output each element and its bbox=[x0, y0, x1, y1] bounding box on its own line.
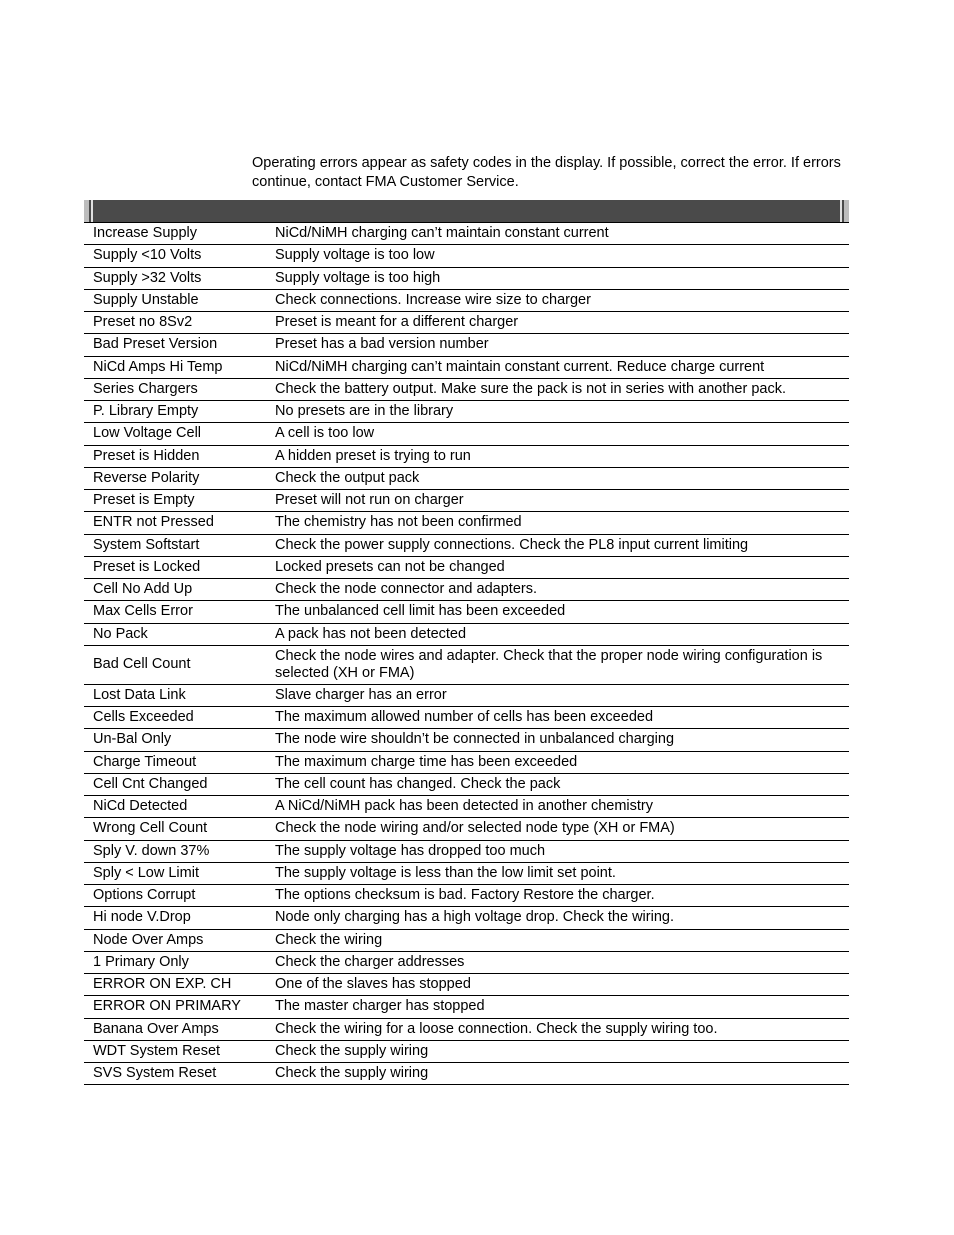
error-description-cell: The maximum allowed number of cells has been exceeded bbox=[275, 709, 654, 726]
intro-paragraph: Operating errors appear as safety codes in the display. If possible, correct the error. If errors continue, contact FMA Customer Service. bbox=[252, 155, 841, 190]
table-row bbox=[84, 490, 849, 512]
error-description-cell: NiCd/NiMH charging can’t maintain constant current bbox=[275, 225, 609, 242]
table-row bbox=[84, 885, 849, 907]
table-row bbox=[84, 818, 849, 840]
table-row bbox=[84, 1063, 849, 1085]
error-description-cell: Supply voltage is too high bbox=[275, 269, 441, 286]
error-description-cell: A cell is too low bbox=[275, 425, 375, 442]
error-description-cell: Check the node wires and adapter. Check that the proper node wiring configuration is selected (XH or FMA) bbox=[275, 647, 823, 681]
table-row bbox=[84, 841, 849, 863]
error-code-cell: Bad Preset Version bbox=[93, 336, 218, 353]
error-code-cell: ERROR ON PRIMARY bbox=[93, 998, 241, 1015]
table-row bbox=[84, 1041, 849, 1063]
error-code-cell: Preset is Locked bbox=[93, 558, 201, 575]
table-row bbox=[84, 379, 849, 401]
error-code-cell: Increase Supply bbox=[93, 225, 197, 242]
error-code-cell: Bad Cell Count bbox=[93, 656, 191, 673]
table-row bbox=[84, 268, 849, 290]
error-code-cell: Max Cells Error bbox=[93, 603, 193, 620]
error-description-cell: The master charger has stopped bbox=[275, 998, 485, 1015]
error-code-cell: P. Library Empty bbox=[93, 403, 199, 420]
table-row bbox=[84, 996, 849, 1018]
error-code-cell: Supply Unstable bbox=[93, 291, 199, 308]
error-code-cell: NiCd Amps Hi Temp bbox=[93, 358, 223, 375]
error-code-cell: Cells Exceeded bbox=[93, 709, 194, 726]
error-code-cell: NiCd Detected bbox=[93, 798, 188, 815]
table-row bbox=[84, 752, 849, 774]
table-row bbox=[84, 290, 849, 312]
error-description-cell: Slave charger has an error bbox=[275, 686, 447, 703]
table-row bbox=[84, 863, 849, 885]
table-row bbox=[84, 357, 849, 379]
error-description-cell: Check the output pack bbox=[275, 469, 420, 486]
error-code-cell: SVS System Reset bbox=[93, 1065, 217, 1082]
error-description-cell: The supply voltage has dropped too much bbox=[275, 842, 546, 859]
error-code-cell: WDT System Reset bbox=[93, 1042, 221, 1059]
table-row bbox=[84, 601, 849, 623]
error-code-cell: Banana Over Amps bbox=[93, 1020, 219, 1037]
error-description-cell: Preset is meant for a different charger bbox=[275, 314, 519, 331]
error-description-cell: Supply voltage is too low bbox=[275, 247, 435, 264]
table-row bbox=[84, 579, 849, 601]
error-description-cell: Check the supply wiring bbox=[275, 1042, 429, 1059]
table-row bbox=[84, 646, 849, 685]
error-description-cell: No presets are in the library bbox=[275, 403, 454, 420]
error-description-cell: Check the battery output. Make sure the pack is not in series with another pack. bbox=[275, 380, 786, 397]
table-row bbox=[84, 952, 849, 974]
table-row bbox=[84, 1019, 849, 1041]
error-description-cell: The maximum charge time has been exceeded bbox=[275, 753, 578, 770]
error-description-cell: The cell count has changed. Check the pack bbox=[275, 775, 561, 792]
error-description-cell: A hidden preset is trying to run bbox=[275, 447, 471, 464]
table-row bbox=[84, 512, 849, 534]
table-row bbox=[84, 245, 849, 267]
error-code-cell: ENTR not Pressed bbox=[93, 514, 214, 531]
error-description-cell: Check the wiring bbox=[275, 931, 383, 948]
error-description-cell: Locked presets can not be changed bbox=[275, 558, 505, 575]
error-code-cell: Preset is Empty bbox=[93, 492, 195, 509]
error-code-cell: Cell No Add Up bbox=[93, 581, 193, 598]
error-description-cell: Preset will not run on charger bbox=[275, 492, 464, 509]
error-code-cell: Preset is Hidden bbox=[93, 447, 200, 464]
error-code-cell: Node Over Amps bbox=[93, 931, 204, 948]
error-code-cell: Un-Bal Only bbox=[93, 731, 172, 748]
error-description-cell: Check the supply wiring bbox=[275, 1065, 429, 1082]
error-description-cell: Check the wiring for a loose connection. Check the supply wiring too. bbox=[275, 1020, 718, 1037]
error-code-cell: No Pack bbox=[93, 625, 148, 642]
table-row bbox=[84, 707, 849, 729]
error-description-cell: Check the charger addresses bbox=[275, 953, 465, 970]
table-row bbox=[84, 446, 849, 468]
error-description-cell: Node only charging has a high voltage drop. Check the wiring. bbox=[275, 909, 674, 926]
error-code-cell: Preset no 8Sv2 bbox=[93, 314, 193, 331]
error-description-cell: Check the node connector and adapters. bbox=[275, 581, 537, 598]
table-row bbox=[84, 624, 849, 646]
error-code-cell: Sply V. down 37% bbox=[93, 842, 210, 859]
table-row bbox=[84, 974, 849, 996]
error-code-cell: Supply <10 Volts bbox=[93, 247, 202, 264]
error-code-cell: Sply < Low Limit bbox=[93, 864, 199, 881]
error-description-cell: Preset has a bad version number bbox=[275, 336, 489, 353]
error-code-cell: Supply >32 Volts bbox=[93, 269, 202, 286]
error-description-cell: The options checksum is bad. Factory Restore the charger. bbox=[275, 887, 655, 904]
table-row bbox=[84, 907, 849, 929]
error-code-cell: Wrong Cell Count bbox=[93, 820, 208, 837]
error-description-cell: The unbalanced cell limit has been exceeded bbox=[275, 603, 566, 620]
table-row bbox=[84, 223, 849, 245]
error-description-cell: One of the slaves has stopped bbox=[275, 976, 471, 993]
header-bar-right-edge bbox=[840, 200, 842, 222]
error-description-cell: A pack has not been detected bbox=[275, 625, 467, 642]
table-row bbox=[84, 468, 849, 490]
header-bar-left-edge bbox=[91, 200, 93, 222]
table-row bbox=[84, 796, 849, 818]
error-code-cell: ERROR ON EXP. CH bbox=[93, 976, 232, 993]
error-description-cell: The supply voltage is less than the low limit set point. bbox=[275, 864, 616, 881]
error-code-cell: Series Chargers bbox=[93, 380, 198, 397]
error-description-cell: A NiCd/NiMH pack has been detected in another chemistry bbox=[275, 798, 653, 815]
table-row bbox=[84, 729, 849, 751]
table-body bbox=[84, 222, 849, 1085]
table-row bbox=[84, 685, 849, 707]
error-description-cell: The chemistry has not been confirmed bbox=[275, 514, 522, 531]
error-code-cell: Lost Data Link bbox=[93, 686, 186, 703]
table-row bbox=[84, 423, 849, 445]
error-code-cell: Reverse Polarity bbox=[93, 469, 200, 486]
error-code-cell: Options Corrupt bbox=[93, 887, 196, 904]
error-description-cell: Check the power supply connections. Check the PL8 input current limiting bbox=[275, 536, 749, 553]
error-code-cell: Charge Timeout bbox=[93, 753, 197, 770]
error-description-cell: NiCd/NiMH charging can’t maintain constant current. Reduce charge current bbox=[275, 358, 765, 375]
error-codes-table bbox=[84, 200, 849, 1085]
error-code-cell: Hi node V.Drop bbox=[93, 909, 191, 926]
error-code-cell: Low Voltage Cell bbox=[93, 425, 202, 442]
table-row bbox=[84, 774, 849, 796]
error-code-cell: Cell Cnt Changed bbox=[93, 775, 208, 792]
table-row bbox=[84, 312, 849, 334]
error-description-cell: The node wire shouldn’t be connected in unbalanced charging bbox=[275, 731, 675, 748]
table-row bbox=[84, 557, 849, 579]
error-code-cell: 1 Primary Only bbox=[93, 953, 189, 970]
table-row bbox=[84, 535, 849, 557]
error-description-cell: Check connections. Increase wire size to charger bbox=[275, 291, 591, 308]
table-row bbox=[84, 401, 849, 423]
error-description-cell: Check the node wiring and/or selected node type (XH or FMA) bbox=[275, 820, 675, 837]
table-row bbox=[84, 930, 849, 952]
table-header-bar bbox=[84, 200, 849, 222]
error-code-cell: System Softstart bbox=[93, 536, 200, 553]
table-row bbox=[84, 334, 849, 356]
